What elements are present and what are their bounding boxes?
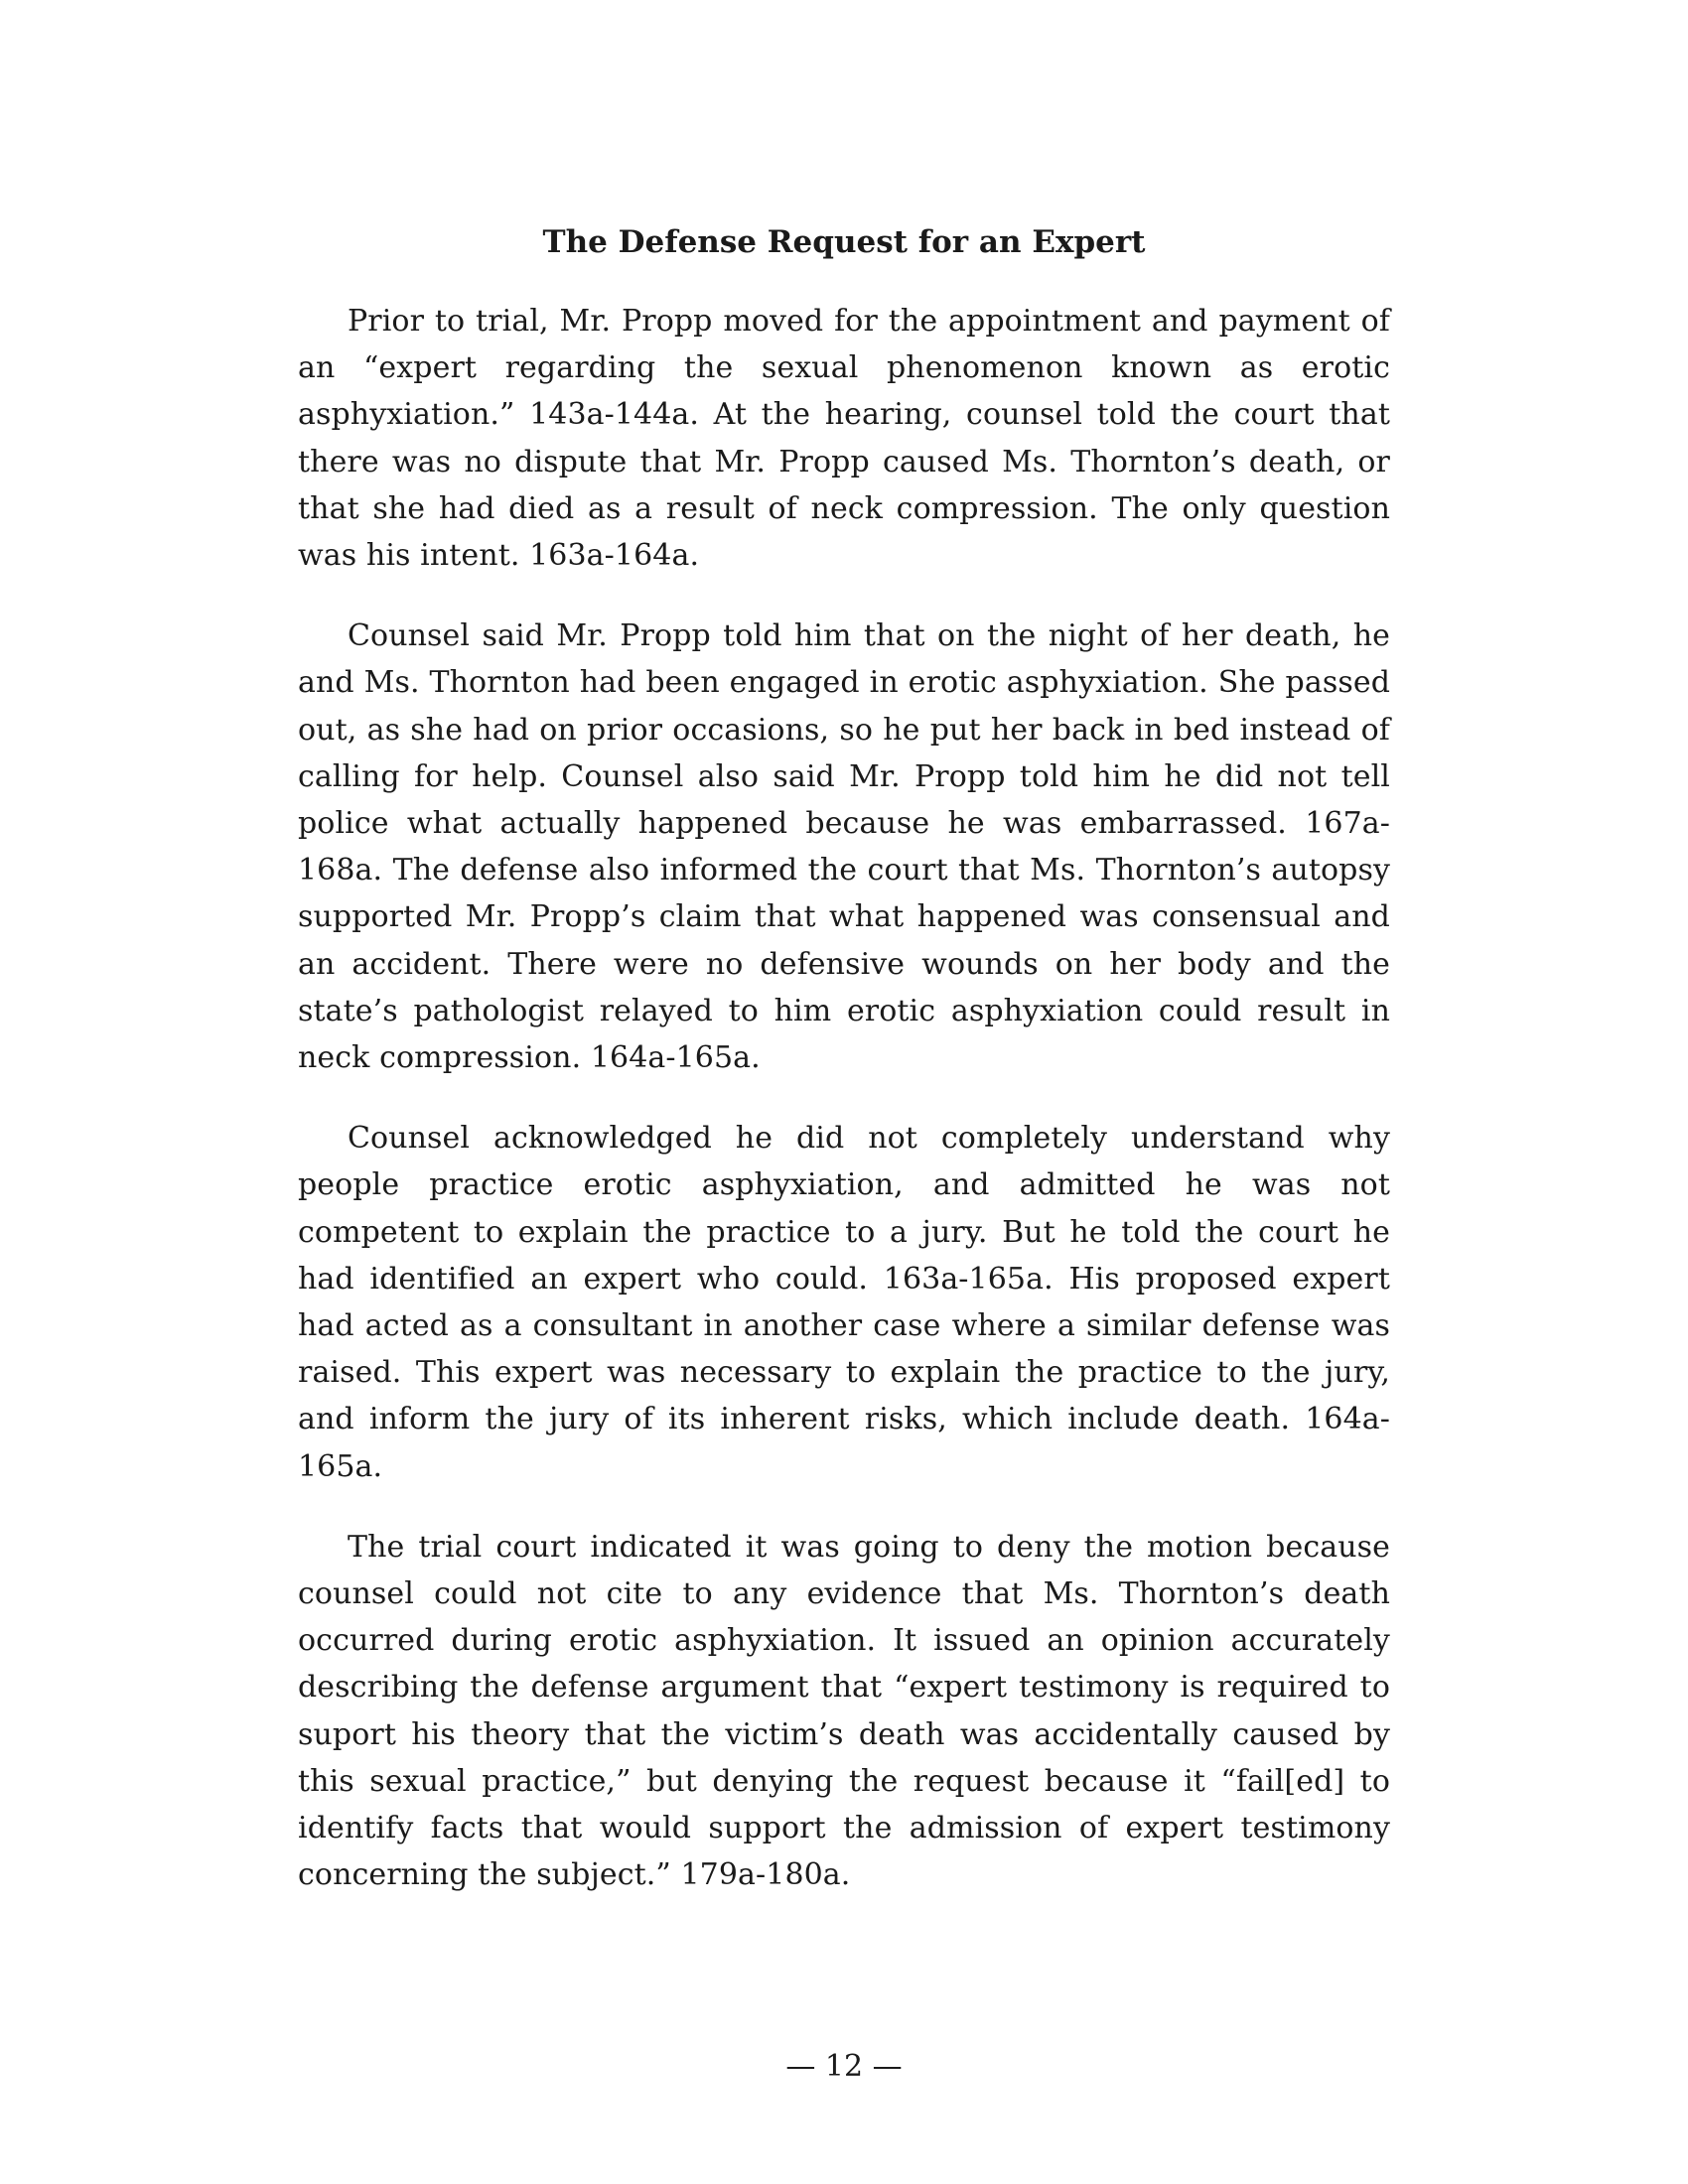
section-heading: The Defense Request for an Expert (542, 224, 1146, 260)
page-number: — 12 — (785, 2049, 903, 2084)
paragraph-2: Counsel said Mr. Propp told him that on the night of her death, he and Ms. Thornton had been engaged in erotic asphyxiation. She passed out, as she had on prior occasions, so he put her back in bed instead of calling for help. Counsel also said Mr. Propp told him he did not tell police what actually happened because he was embarrassed. 167a-168a. The defense also informed the court that Ms. Thornton’s autopsy supported Mr. Propp’s claim that what happened was consensual and an accident. There were no defensive wounds on her body and the state’s pathologist relayed to him erotic asphyxiation could result in neck compression. 164a-165a. (298, 618, 1390, 1076)
paragraph-3: Counsel acknowledged he did not completely understand why people practice erotic asphyxiation, and admitted he was not competent to explain the practice to a jury. But he told the court he had identified an expert who could. 163a-165a. His proposed expert had acted as a consultant in another case where a similar defense was raised. This expert was necessary to explain the practice to the jury, and inform the jury of its inherent risks, which include death. 164a-165a. (298, 1121, 1390, 1484)
paragraph-4: The trial court indicated it was going to deny the motion because counsel could not cite to any evidence that Ms. Thornton’s death occurred during erotic asphyxiation. It issued an opinion accurately describing the defense argument that “expert testimony is required to suport his theory that the victim’s death was accidentally caused by this sexual practice,” but denying the request because it “fail[ed] to identify facts that would support the admission of expert testimony concerning the subject.” 179a-180a. (298, 1529, 1390, 1893)
paragraph-1: Prior to trial, Mr. Propp moved for the appointment and payment of an “expert regarding the sexual phenomenon known as erotic asphyxiation.” 143a-144a. At the hearing, counsel told the court that there was no dispute that Mr. Propp caused Ms. Thornton’s death, or that she had died as a result of neck compression. The only question was his intent. 163a-164a. (298, 304, 1390, 574)
page-body (298, 220, 1390, 1933)
